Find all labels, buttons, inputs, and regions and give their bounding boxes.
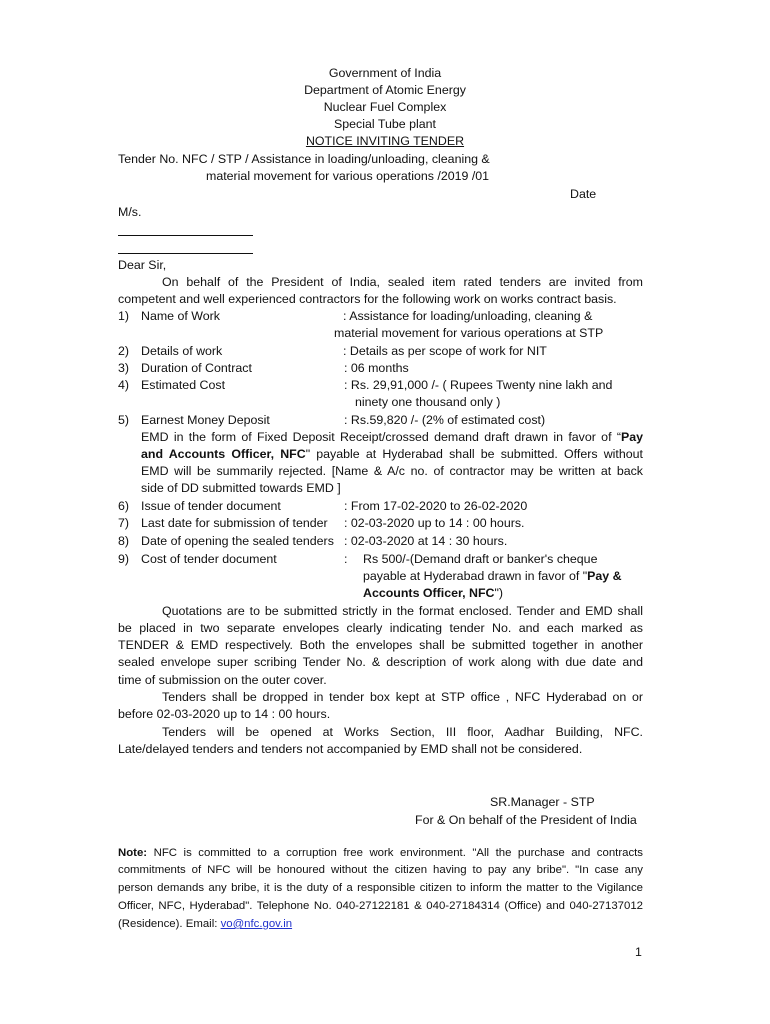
email-link[interactable]: vo@nfc.gov.in bbox=[220, 918, 293, 930]
item-number: 8) bbox=[118, 534, 130, 548]
paragraph-line: be placed in two separate envelopes clearly indicating tender No. and each marked as bbox=[118, 621, 643, 635]
item-number: 2) bbox=[118, 344, 130, 358]
page-number: 1 bbox=[635, 945, 642, 959]
item-number: 6) bbox=[118, 499, 130, 513]
item-value: : 02-03-2020 up to 14 : 00 hours. bbox=[344, 516, 525, 530]
document-title: NOTICE INVITING TENDER bbox=[305, 134, 465, 148]
date-label: Date bbox=[570, 187, 597, 201]
item-value: : Rs.59,820 /- (2% of estimated cost) bbox=[344, 413, 546, 427]
paragraph-line: before 02-03-2020 up to 14 : 00 hours. bbox=[118, 707, 331, 721]
signature-title: SR.Manager - STP bbox=[490, 795, 595, 809]
intro-line1: On behalf of the President of India, sealed item rated tenders are invited from bbox=[162, 275, 643, 289]
note-line: (Residence). Email: vo@nfc.gov.in bbox=[118, 918, 293, 930]
item-number: 5) bbox=[118, 413, 130, 427]
paragraph-line: sealed envelope super scribing Tender No. & description of work along with due date and bbox=[118, 655, 643, 669]
item-value: : 02-03-2020 at 14 : 30 hours. bbox=[344, 534, 508, 548]
header-line-department: Department of Atomic Energy bbox=[304, 83, 466, 97]
paragraph-line: Tenders will be opened at Works Section, III floor, Aadhar Building, NFC. bbox=[162, 725, 643, 739]
item-value: : Rs. 29,91,000 /- ( Rupees Twenty nine lakh and bbox=[344, 378, 613, 392]
item-number: 7) bbox=[118, 516, 130, 530]
note-line: person demands any bribe, it is the duty of a responsible citizen to inform the matter to the Vigilance bbox=[118, 882, 643, 894]
paragraph-line: TENDER & EMD respectively. Both the envelopes shall be submitted together in another bbox=[118, 638, 643, 652]
item-label: Name of Work bbox=[141, 309, 220, 323]
tender-number-line1: Tender No. NFC / STP / Assistance in loading/unloading, cleaning & bbox=[118, 152, 490, 166]
item-value: : Details as per scope of work for NIT bbox=[343, 344, 547, 358]
greeting: Dear Sir, bbox=[118, 258, 167, 272]
paragraph-line: Late/delayed tenders and tenders not accompanied by EMD shall not be considered. bbox=[118, 742, 583, 756]
tender-number-line2: material movement for various operations /2019 /01 bbox=[206, 169, 490, 183]
item-number: 4) bbox=[118, 378, 130, 392]
item-label: Last date for submission of tender bbox=[141, 516, 328, 530]
paragraph-line: Tenders shall be dropped in tender box kept at STP office , NFC Hyderabad on or bbox=[162, 690, 643, 704]
item-value: payable at Hyderabad drawn in favor of "Pay & bbox=[363, 569, 622, 583]
item-value: ninety one thousand only ) bbox=[355, 395, 501, 409]
emd-line2: and Accounts Officer, NFC" payable at Hyderabad shall be submitted. Offers without bbox=[141, 447, 643, 461]
item-number: 1) bbox=[118, 309, 130, 323]
header-line-government: Government of India bbox=[328, 66, 442, 80]
note-line: Note: NFC is committed to a corruption free work environment. "All the purchase and contracts bbox=[118, 847, 643, 859]
item-label: Duration of Contract bbox=[141, 361, 252, 375]
paragraph-line: Quotations are to be submitted strictly in the format enclosed. Tender and EMD shall bbox=[162, 604, 643, 618]
item-label: Details of work bbox=[141, 344, 223, 358]
note-label: Note: bbox=[118, 847, 148, 859]
item-value: Accounts Officer, NFC") bbox=[363, 586, 504, 600]
header-line-plant: Special Tube plant bbox=[334, 117, 436, 131]
signature-behalf: For & On behalf of the President of India bbox=[415, 813, 637, 827]
item-value: : From 17-02-2020 to 26-02-2020 bbox=[344, 499, 528, 513]
note-line: commitments of NFC will be honoured without the citizen having to pay any bribe". "In case any bbox=[118, 864, 643, 876]
item-label: Issue of tender document bbox=[141, 499, 281, 513]
emd-line4: side of DD submitted towards EMD ] bbox=[141, 481, 341, 495]
item-label: Cost of tender document bbox=[141, 552, 277, 566]
item-label: Estimated Cost bbox=[141, 378, 226, 392]
note-line: Officer, NFC, Hyderabad". Telephone No. 040-27122181 & 040-27184314 (Office) and 040-27137012 bbox=[118, 900, 643, 912]
ms-label: M/s. bbox=[118, 205, 142, 219]
paragraph-line: time of submission on the outer cover. bbox=[118, 673, 327, 687]
item-label: Date of opening the sealed tenders bbox=[141, 534, 334, 548]
item-label: Earnest Money Deposit bbox=[141, 413, 270, 427]
item-value: Rs 500/-(Demand draft or banker's cheque bbox=[363, 552, 598, 566]
emd-line1: EMD in the form of Fixed Deposit Receipt/crossed demand draft drawn in favor of “Pay bbox=[141, 430, 643, 444]
addressee-line-1 bbox=[118, 235, 253, 236]
intro-line2: competent and well experienced contractors for the following work on works contract basis. bbox=[118, 292, 617, 306]
item-number: 9) bbox=[118, 552, 130, 566]
item-value: : 06 months bbox=[344, 361, 409, 375]
item-colon: : bbox=[344, 552, 348, 566]
item-number: 3) bbox=[118, 361, 130, 375]
emd-line3: EMD will be summarily rejected. [Name & A/c no. of contractor may be written at back bbox=[141, 464, 643, 478]
item-value: : Assistance for loading/unloading, cleaning & bbox=[343, 309, 593, 323]
addressee-line-2 bbox=[118, 253, 253, 254]
header-line-complex: Nuclear Fuel Complex bbox=[323, 100, 447, 114]
item-value: material movement for various operations at STP bbox=[334, 326, 604, 340]
